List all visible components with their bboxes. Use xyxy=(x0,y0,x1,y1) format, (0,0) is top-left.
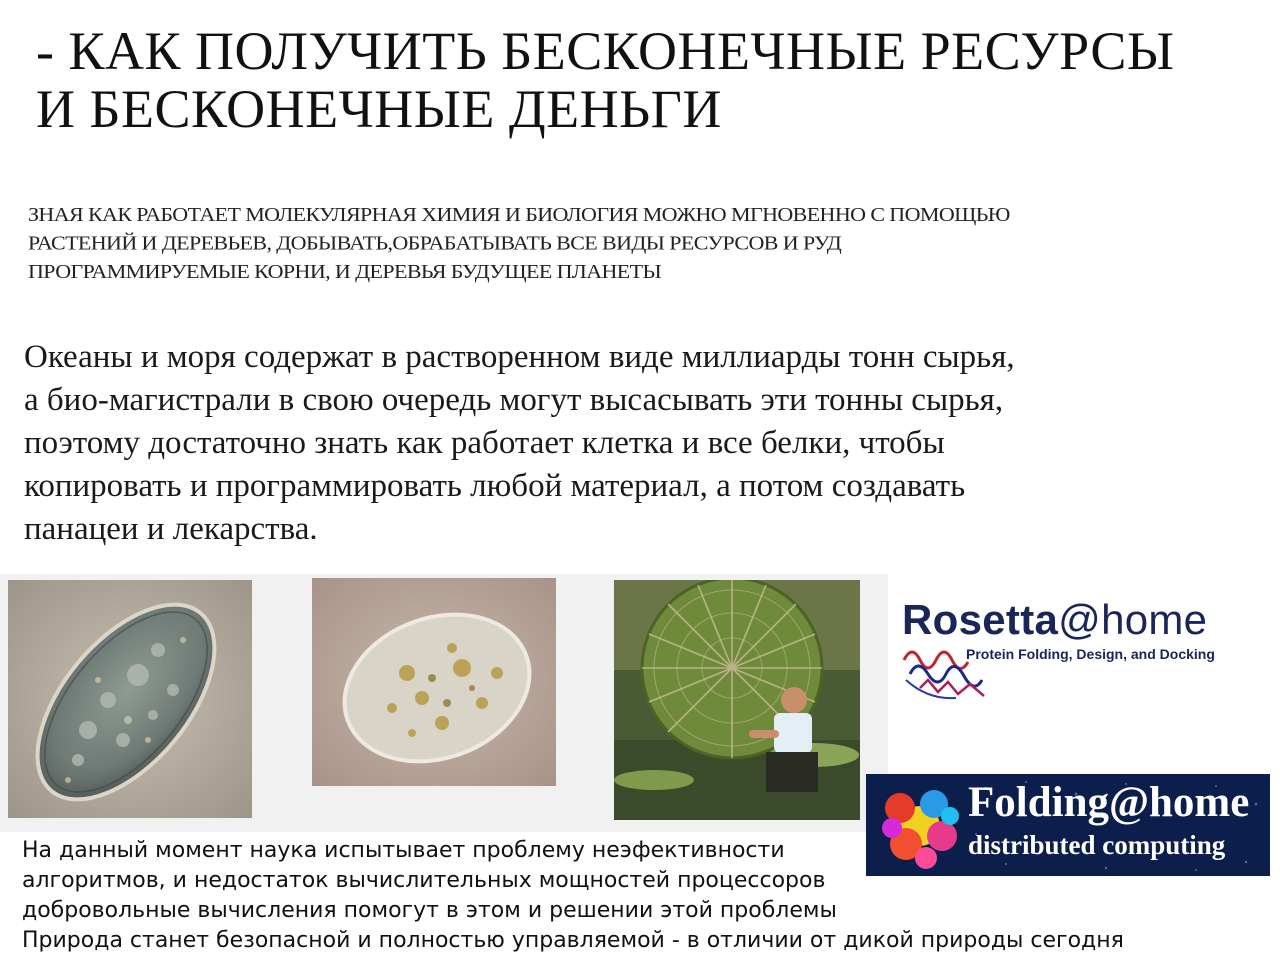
paragraph-line-2: а био-магистрали в свою очередь могут высасывать эти тонны сырья, xyxy=(24,382,1004,418)
rosetta-name-bold: Rosetta xyxy=(902,596,1059,643)
bottom-line-4: Природа станет безопасной и полностью управляемой - в отличии от дикой природы сегодня xyxy=(22,928,1124,953)
paramecium-photo-2 xyxy=(312,578,556,786)
bottom-line-3: добровольные вычисления помогут в этом и решении этой проблемы xyxy=(22,898,837,923)
paragraph-line-5: панацеи и лекарства. xyxy=(24,511,318,547)
bottom-text xyxy=(22,836,1124,956)
protein-ribbon-icon xyxy=(898,640,994,706)
photo-strip xyxy=(0,574,888,832)
title-line-2: И БЕСКОНЕЧНЫЕ ДЕНЬГИ xyxy=(36,79,722,139)
paragraph-line-3: поэтому достаточно знать как работает клетка и все белки, чтобы xyxy=(24,425,945,461)
rosetta-logo-text xyxy=(902,596,1207,644)
title-line-1: - КАК ПОЛУЧИТЬ БЕСКОНЕЧНЫЕ РЕСУРСЫ xyxy=(36,21,1175,81)
bottom-line-1: На данный момент наука испытывает проблему неэфективности xyxy=(22,838,785,863)
paramecium-photo-1 xyxy=(8,580,252,818)
slide-title xyxy=(36,22,1174,138)
rosetta-name-home: @home xyxy=(1058,596,1208,643)
folding-tagline: distributed computing xyxy=(968,830,1226,860)
paragraph-line-1: Океаны и моря содержат в растворенном виде миллиарды тонн сырья, xyxy=(24,339,1015,375)
lead-text xyxy=(28,200,1010,286)
giant-water-lily-photo xyxy=(614,580,860,820)
main-paragraph xyxy=(24,336,1015,551)
folding-logo-text: Folding@home xyxy=(968,779,1250,826)
lead-line-1: ЗНАЯ КАК РАБОТАЕТ МОЛЕКУЛЯРНАЯ ХИМИЯ И БИОЛОГИЯ МОЖНО МГНОВЕННО С ПОМОЩЬЮ xyxy=(28,202,1010,226)
lead-line-3: ПРОГРАММИРУЕМЫЕ КОРНИ, И ДЕРЕВЬЯ БУДУЩЕЕ ПЛАНЕТЫ xyxy=(28,259,662,283)
bottom-line-2: алгоритмов, и недостаток вычислительных мощностей процессоров xyxy=(22,868,826,893)
rosetta-home-logo xyxy=(896,596,1266,716)
lead-line-2: РАСТЕНИЙ И ДЕРЕВЬЕВ, ДОБЫВАТЬ,ОБРАБАТЫВАТЬ ВСЕ ВИДЫ РЕСУРСОВ И РУД xyxy=(28,231,842,255)
paragraph-line-4: копировать и программировать любой материал, а потом создавать xyxy=(24,468,966,504)
rosetta-tagline: Protein Folding, Design, and Docking xyxy=(966,646,1215,662)
